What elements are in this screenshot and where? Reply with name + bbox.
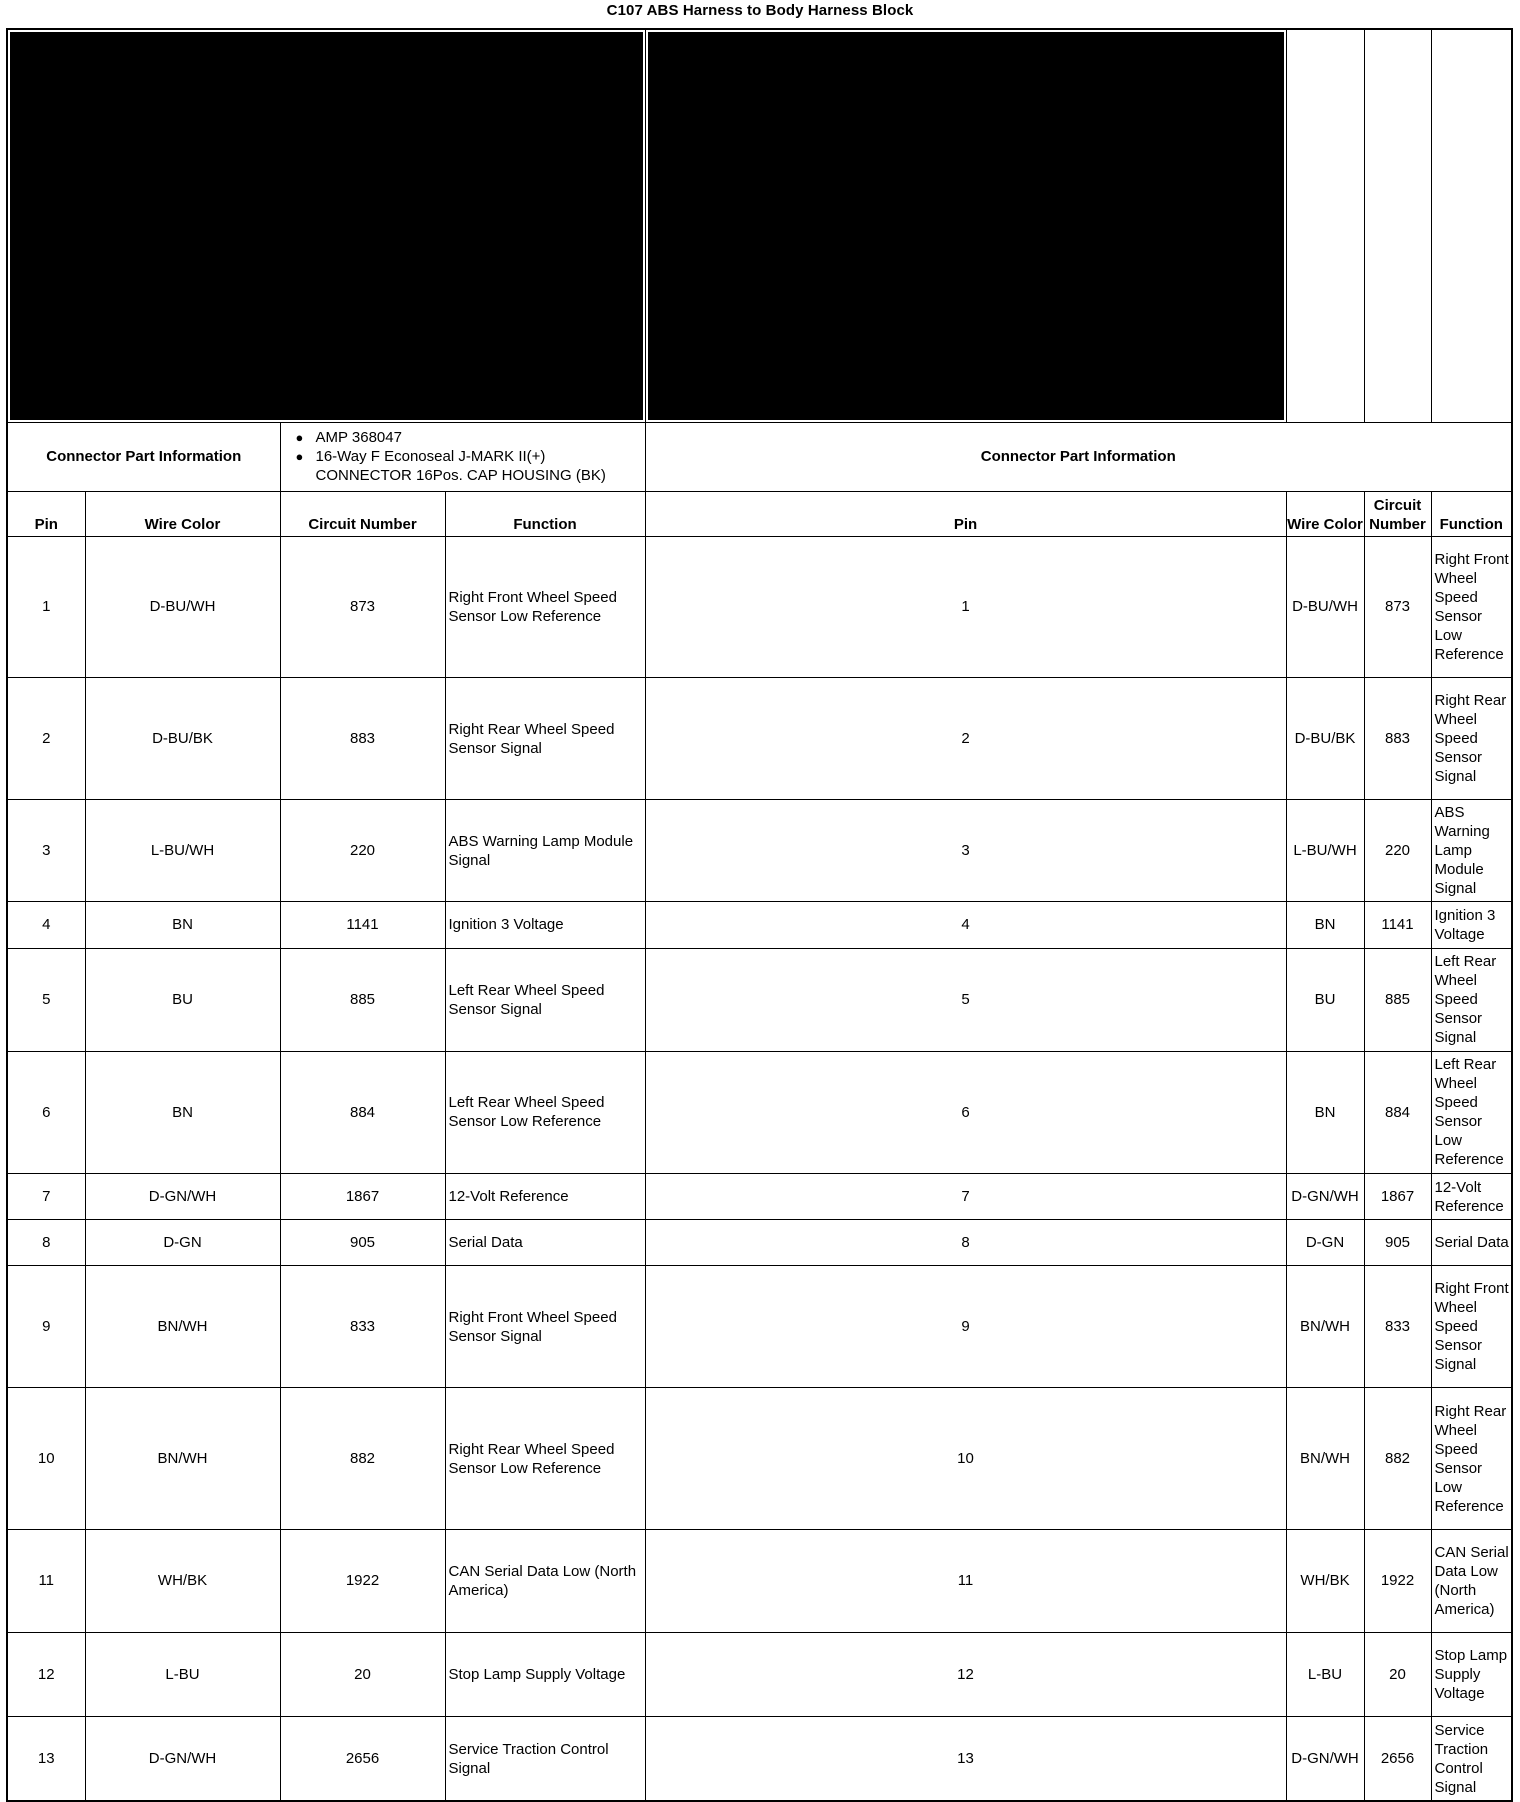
wire-color-cell-right: D-BU/BK <box>1286 677 1364 799</box>
pin-cell-right: 12 <box>645 1632 1286 1716</box>
circuit-number-cell: 1922 <box>280 1529 445 1632</box>
circuit-number-cell: 1867 <box>280 1173 445 1219</box>
wire-color-cell: D-GN/WH <box>85 1717 280 1801</box>
function-cell: 12-Volt Reference <box>445 1173 645 1219</box>
wire-color-cell: BN <box>85 1051 280 1173</box>
function-cell-right: Right Front Wheel Speed Sensor Signal <box>1431 1266 1512 1388</box>
circuit-number-cell-right: 20 <box>1364 1632 1431 1716</box>
table-row <box>7 1529 1512 1632</box>
function-cell-right: Stop Lamp Supply Voltage <box>1431 1632 1512 1716</box>
function-cell-right: Serial Data <box>1431 1220 1512 1266</box>
function-cell-right: Right Front Wheel Speed Sensor Low Reference <box>1431 536 1512 677</box>
header-function-right: Function <box>1431 491 1512 536</box>
header-wire-color-right: Wire Color <box>1286 491 1364 536</box>
connector-images-row <box>7 29 1512 423</box>
wire-color-cell-right: D-BU/WH <box>1286 536 1364 677</box>
table-row <box>7 1220 1512 1266</box>
function-cell-right: CAN Serial Data Low (North America) <box>1431 1529 1512 1632</box>
wire-color-cell: L-BU <box>85 1632 280 1716</box>
wire-color-cell: BN <box>85 902 280 948</box>
table-row <box>7 902 1512 948</box>
function-cell: Service Traction Control Signal <box>445 1717 645 1801</box>
right-connector-image-cell <box>645 29 1286 423</box>
wire-color-cell-right: BN/WH <box>1286 1388 1364 1529</box>
pin-cell-right: 3 <box>645 800 1286 902</box>
pin-cell: 12 <box>7 1632 85 1716</box>
wire-color-cell-right: L-BU/WH <box>1286 800 1364 902</box>
table-row <box>7 1388 1512 1529</box>
pin-cell: 7 <box>7 1173 85 1219</box>
function-cell: Right Rear Wheel Speed Sensor Signal <box>445 677 645 799</box>
circuit-number-cell-right: 884 <box>1364 1051 1431 1173</box>
wire-color-cell: D-GN <box>85 1220 280 1266</box>
circuit-number-cell-right: 220 <box>1364 800 1431 902</box>
wire-color-cell-right: D-GN/WH <box>1286 1173 1364 1219</box>
pin-cell-right: 7 <box>645 1173 1286 1219</box>
circuit-number-cell: 1141 <box>280 902 445 948</box>
table-row <box>7 1173 1512 1219</box>
circuit-number-cell-right: 905 <box>1364 1220 1431 1266</box>
function-cell: Serial Data <box>445 1220 645 1266</box>
circuit-number-cell-right: 882 <box>1364 1388 1431 1529</box>
pin-cell: 3 <box>7 800 85 902</box>
function-cell-right: 12-Volt Reference <box>1431 1173 1512 1219</box>
pin-cell: 8 <box>7 1220 85 1266</box>
table-row <box>7 1051 1512 1173</box>
table-row <box>7 1632 1512 1716</box>
function-cell: Ignition 3 Voltage <box>445 902 645 948</box>
wire-color-cell: D-GN/WH <box>85 1173 280 1219</box>
part-info-item: ● 16-Way F Econoseal J-MARK II(+) CONNECTOR 16Pos. CAP HOUSING (BK) <box>296 447 643 485</box>
right-connector-part-info-label: Connector Part Information <box>645 423 1512 491</box>
function-cell-right: Ignition 3 Voltage <box>1431 902 1512 948</box>
header-pin-right: Pin <box>645 491 1286 536</box>
wire-color-cell: L-BU/WH <box>85 800 280 902</box>
header-wire-color: Wire Color <box>85 491 280 536</box>
table-row <box>7 800 1512 902</box>
pin-cell-right: 10 <box>645 1388 1286 1529</box>
left-connector-part-info <box>280 423 645 491</box>
circuit-number-cell-right: 1867 <box>1364 1173 1431 1219</box>
pin-cell-right: 9 <box>645 1266 1286 1388</box>
function-cell: Left Rear Wheel Speed Sensor Signal <box>445 948 645 1051</box>
pin-cell: 6 <box>7 1051 85 1173</box>
connector-part-info-row <box>7 423 1512 491</box>
function-cell: CAN Serial Data Low (North America) <box>445 1529 645 1632</box>
header-function: Function <box>445 491 645 536</box>
circuit-number-cell: 833 <box>280 1266 445 1388</box>
pin-cell-right: 13 <box>645 1717 1286 1801</box>
circuit-number-cell: 884 <box>280 1051 445 1173</box>
pin-cell-right: 6 <box>645 1051 1286 1173</box>
function-cell: Left Rear Wheel Speed Sensor Low Reference <box>445 1051 645 1173</box>
function-cell-right: Right Rear Wheel Speed Sensor Low Reference <box>1431 1388 1512 1529</box>
function-cell-right: Right Rear Wheel Speed Sensor Signal <box>1431 677 1512 799</box>
wire-color-cell-right: D-GN <box>1286 1220 1364 1266</box>
wire-color-cell-right: WH/BK <box>1286 1529 1364 1632</box>
header-circuit-number: Circuit Number <box>280 491 445 536</box>
circuit-number-cell: 2656 <box>280 1717 445 1801</box>
circuit-number-cell: 873 <box>280 536 445 677</box>
function-cell: Right Front Wheel Speed Sensor Low Reference <box>445 536 645 677</box>
table-row <box>7 1717 1512 1801</box>
function-cell-right: ABS Warning Lamp Module Signal <box>1431 800 1512 902</box>
circuit-number-cell: 20 <box>280 1632 445 1716</box>
pin-cell-right: 4 <box>645 902 1286 948</box>
wire-color-cell: BN/WH <box>85 1388 280 1529</box>
wire-color-cell: D-BU/WH <box>85 536 280 677</box>
wire-color-cell: BN/WH <box>85 1266 280 1388</box>
circuit-number-cell: 885 <box>280 948 445 1051</box>
blank-cell <box>1431 29 1512 423</box>
pin-cell: 11 <box>7 1529 85 1632</box>
pin-cell: 5 <box>7 948 85 1051</box>
table-row <box>7 677 1512 799</box>
wire-color-cell-right: BN <box>1286 1051 1364 1173</box>
page-title: C107 ABS Harness to Body Harness Block <box>606 2 914 19</box>
function-cell-right: Service Traction Control Signal <box>1431 1717 1512 1801</box>
circuit-number-cell-right: 1922 <box>1364 1529 1431 1632</box>
wire-color-cell: D-BU/BK <box>85 677 280 799</box>
pin-cell: 1 <box>7 536 85 677</box>
left-connector-image-cell <box>7 29 645 423</box>
wire-color-cell-right: BN/WH <box>1286 1266 1364 1388</box>
wire-color-cell-right: BU <box>1286 948 1364 1051</box>
circuit-number-cell-right: 2656 <box>1364 1717 1431 1801</box>
connector-table <box>6 28 1513 1802</box>
circuit-number-cell-right: 885 <box>1364 948 1431 1051</box>
table-row <box>7 536 1512 677</box>
function-cell-right: Left Rear Wheel Speed Sensor Low Reference <box>1431 1051 1512 1173</box>
pin-cell: 13 <box>7 1717 85 1801</box>
wire-color-cell-right: L-BU <box>1286 1632 1364 1716</box>
table-row <box>7 1266 1512 1388</box>
header-pin: Pin <box>7 491 85 536</box>
wire-color-cell: WH/BK <box>85 1529 280 1632</box>
pin-cell: 2 <box>7 677 85 799</box>
left-connector-image <box>10 32 643 420</box>
left-connector-part-info-label: Connector Part Information <box>7 423 280 491</box>
header-circuit-number-right: Circuit Number <box>1364 491 1431 536</box>
pin-cell-right: 8 <box>645 1220 1286 1266</box>
function-cell: Right Rear Wheel Speed Sensor Low Reference <box>445 1388 645 1529</box>
right-connector-image <box>648 32 1284 420</box>
circuit-number-cell-right: 883 <box>1364 677 1431 799</box>
pin-cell: 4 <box>7 902 85 948</box>
pin-cell: 10 <box>7 1388 85 1529</box>
circuit-number-cell: 882 <box>280 1388 445 1529</box>
circuit-number-cell-right: 833 <box>1364 1266 1431 1388</box>
function-cell-right: Left Rear Wheel Speed Sensor Signal <box>1431 948 1512 1051</box>
circuit-number-cell: 220 <box>280 800 445 902</box>
circuit-number-cell: 883 <box>280 677 445 799</box>
pin-cell-right: 5 <box>645 948 1286 1051</box>
circuit-number-cell-right: 873 <box>1364 536 1431 677</box>
pin-cell-right: 1 <box>645 536 1286 677</box>
circuit-number-cell-right: 1141 <box>1364 902 1431 948</box>
blank-cell <box>1364 29 1431 423</box>
function-cell: ABS Warning Lamp Module Signal <box>445 800 645 902</box>
wire-color-cell: BU <box>85 948 280 1051</box>
pin-cell: 9 <box>7 1266 85 1388</box>
blank-cell <box>1286 29 1364 423</box>
function-cell: Stop Lamp Supply Voltage <box>445 1632 645 1716</box>
wire-color-cell-right: D-GN/WH <box>1286 1717 1364 1801</box>
circuit-number-cell: 905 <box>280 1220 445 1266</box>
pin-cell-right: 11 <box>645 1529 1286 1632</box>
part-info-item: ● AMP 368047 <box>296 428 643 447</box>
pin-cell-right: 2 <box>645 677 1286 799</box>
wire-color-cell-right: BN <box>1286 902 1364 948</box>
column-header-row <box>7 491 1512 536</box>
table-row <box>7 948 1512 1051</box>
function-cell: Right Front Wheel Speed Sensor Signal <box>445 1266 645 1388</box>
